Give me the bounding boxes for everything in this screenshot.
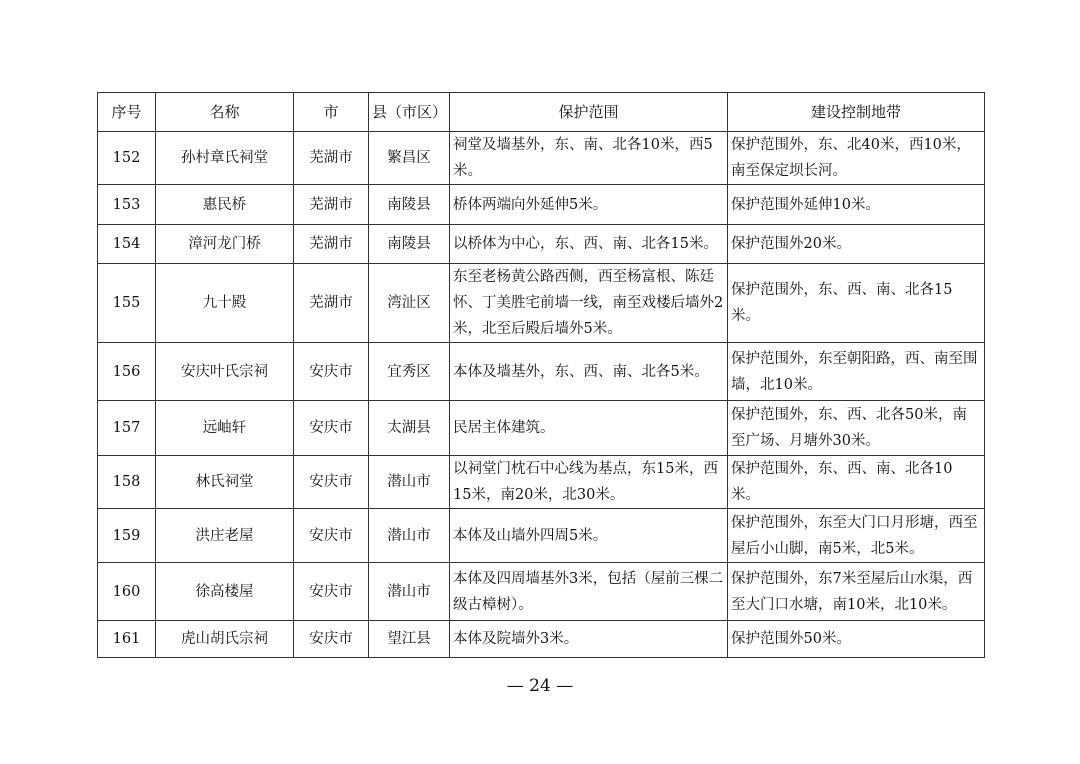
cell-name: 远岫轩 (156, 401, 294, 456)
cell-index: 152 (98, 132, 156, 185)
cell-name: 九十殿 (156, 264, 294, 343)
cell-index: 154 (98, 225, 156, 264)
cell-name: 漳河龙门桥 (156, 225, 294, 264)
cell-protection-scope: 本体及院墙外3米。 (450, 621, 728, 658)
heritage-protection-table (97, 92, 985, 658)
cell-construction-control-zone: 保护范围外，东、西、北各50米，南至广场、月塘外30米。 (728, 401, 985, 456)
table-row (98, 563, 985, 621)
cell-protection-scope: 东至老杨黄公路西侧，西至杨富根、陈廷怀、丁美胜宅前墙一线，南至戏楼后墙外2米，北至后殿后墙外5米。 (450, 264, 728, 343)
cell-protection-scope: 本体及四周墙基外3米，包括（屋前三棵二级古樟树）。 (450, 563, 728, 621)
table-row (98, 132, 985, 185)
cell-county: 望江县 (369, 621, 450, 658)
page-number: — 24 — (506, 676, 574, 696)
cell-index: 153 (98, 185, 156, 225)
cell-county: 宜秀区 (369, 343, 450, 401)
cell-construction-control-zone: 保护范围外延伸10米。 (728, 185, 985, 225)
cell-construction-control-zone: 保护范围外20米。 (728, 225, 985, 264)
header-index: 序号 (98, 93, 156, 132)
table-row (98, 264, 985, 343)
cell-city: 安庆市 (294, 401, 369, 456)
cell-protection-scope: 以祠堂门枕石中心线为基点，东15米，西15米，南20米，北30米。 (450, 456, 728, 509)
header-protection-scope: 保护范围 (450, 93, 728, 132)
cell-county: 南陵县 (369, 185, 450, 225)
cell-protection-scope: 以桥体为中心，东、西、南、北各15米。 (450, 225, 728, 264)
cell-county: 南陵县 (369, 225, 450, 264)
cell-index: 158 (98, 456, 156, 509)
table-row (98, 401, 985, 456)
cell-county: 潜山市 (369, 509, 450, 563)
cell-city: 安庆市 (294, 509, 369, 563)
cell-construction-control-zone: 保护范围外，东至大门口月形塘，西至屋后小山脚，南5米，北5米。 (728, 509, 985, 563)
table-row (98, 456, 985, 509)
cell-city: 芜湖市 (294, 225, 369, 264)
table-row (98, 509, 985, 563)
cell-name: 安庆叶氏宗祠 (156, 343, 294, 401)
cell-index: 161 (98, 621, 156, 658)
cell-protection-scope: 祠堂及墙基外，东、南、北各10米，西5米。 (450, 132, 728, 185)
cell-city: 芜湖市 (294, 132, 369, 185)
cell-city: 芜湖市 (294, 185, 369, 225)
cell-county: 繁昌区 (369, 132, 450, 185)
cell-protection-scope: 民居主体建筑。 (450, 401, 728, 456)
table-header-row (98, 93, 985, 132)
cell-name: 孙村章氏祠堂 (156, 132, 294, 185)
cell-name: 虎山胡氏宗祠 (156, 621, 294, 658)
header-name: 名称 (156, 93, 294, 132)
cell-name: 林氏祠堂 (156, 456, 294, 509)
cell-index: 159 (98, 509, 156, 563)
cell-construction-control-zone: 保护范围外，东至朝阳路，西、南至围墙，北10米。 (728, 343, 985, 401)
table-row (98, 621, 985, 658)
cell-name: 徐高楼屋 (156, 563, 294, 621)
cell-city: 安庆市 (294, 563, 369, 621)
cell-index: 160 (98, 563, 156, 621)
header-city: 市 (294, 93, 369, 132)
cell-city: 芜湖市 (294, 264, 369, 343)
cell-county: 潜山市 (369, 563, 450, 621)
cell-construction-control-zone: 保护范围外50米。 (728, 621, 985, 658)
cell-construction-control-zone: 保护范围外，东、北40米，西10米，南至保定坝长河。 (728, 132, 985, 185)
table-row (98, 225, 985, 264)
cell-index: 157 (98, 401, 156, 456)
header-construction-control-zone: 建设控制地带 (728, 93, 985, 132)
cell-protection-scope: 桥体两端向外延伸5米。 (450, 185, 728, 225)
cell-county: 潜山市 (369, 456, 450, 509)
cell-name: 洪庄老屋 (156, 509, 294, 563)
cell-construction-control-zone: 保护范围外，东、西、南、北各15米。 (728, 264, 985, 343)
cell-index: 156 (98, 343, 156, 401)
cell-city: 安庆市 (294, 456, 369, 509)
cell-protection-scope: 本体及墙基外，东、西、南、北各5米。 (450, 343, 728, 401)
cell-construction-control-zone: 保护范围外，东7米至屋后山水渠，西至大门口水塘，南10米，北10米。 (728, 563, 985, 621)
cell-index: 155 (98, 264, 156, 343)
table-row (98, 343, 985, 401)
cell-name: 惠民桥 (156, 185, 294, 225)
cell-city: 安庆市 (294, 343, 369, 401)
table-row (98, 185, 985, 225)
cell-construction-control-zone: 保护范围外，东、西、南、北各10米。 (728, 456, 985, 509)
cell-protection-scope: 本体及山墙外四周5米。 (450, 509, 728, 563)
cell-county: 湾沚区 (369, 264, 450, 343)
cell-city: 安庆市 (294, 621, 369, 658)
cell-county: 太湖县 (369, 401, 450, 456)
header-county: 县（市区） (369, 93, 450, 132)
